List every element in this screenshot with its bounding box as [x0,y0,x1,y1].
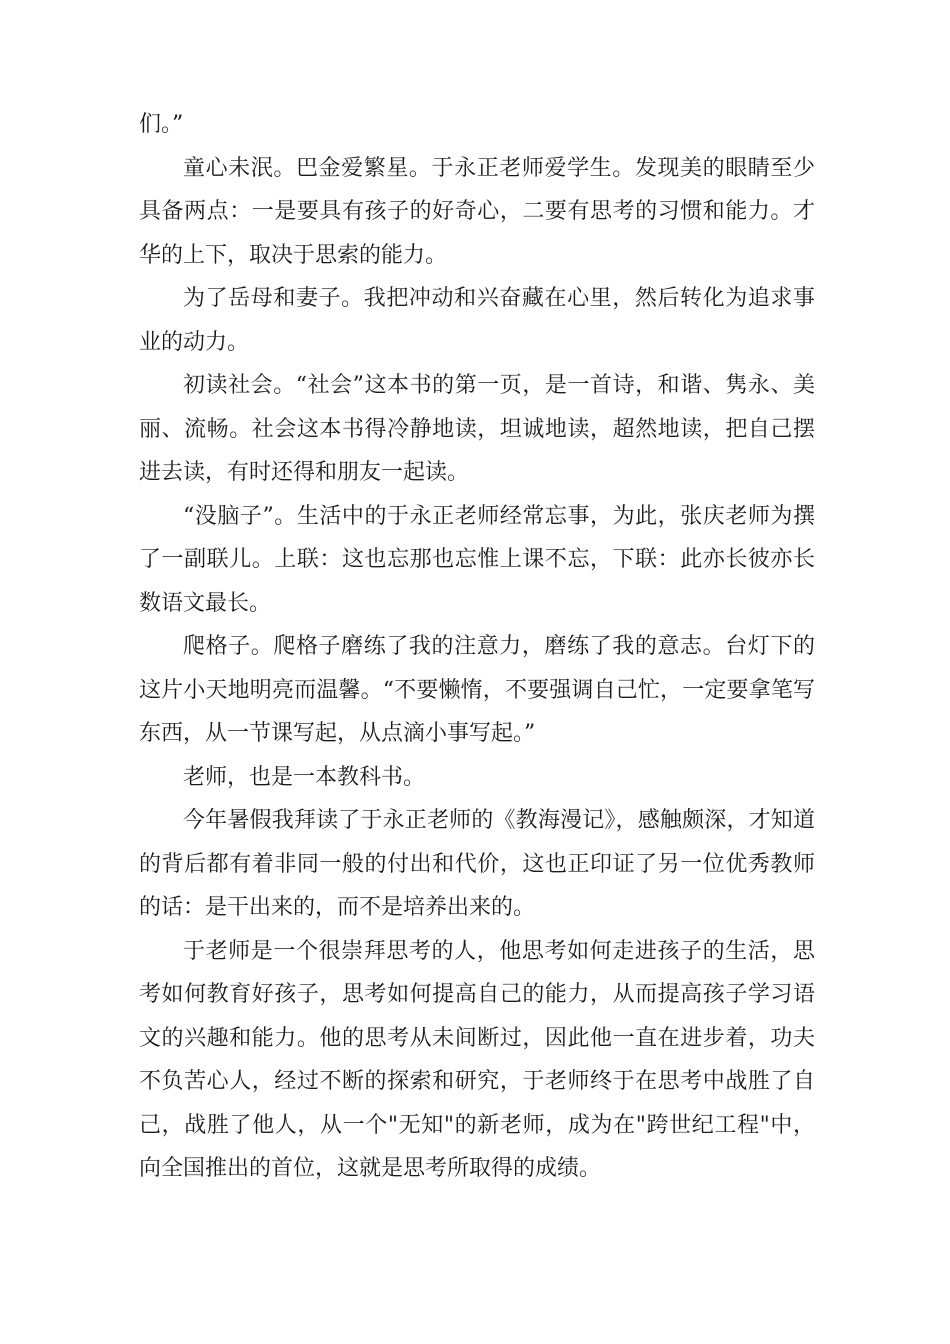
paragraph-writing: 爬格子。爬格子磨练了我的注意力，磨练了我的意志。台灯下的这片小天地明亮而温馨。“不要懒惰，不要强调自己忙，一定要拿笔写东西，从一节课写起，从点滴小事写起。” [139,634,815,746]
paragraph-teacher-textbook: 老师，也是一本教科书。 [183,764,426,790]
paragraph-mother-in-law: 为了岳母和妻子。我把冲动和兴奋藏在心里，然后转化为追求事业的动力。 [139,286,815,355]
paragraph-no-brain: “没脑子”。生活中的于永正老师经常忘事，为此，张庆老师为撰了一副联儿。上联：这也忘那也忘惟上课不忘，下联：此亦长彼亦长数语文最长。 [139,503,815,616]
paragraph-summer-reading: 今年暑假我拜读了于永正老师的《教海漫记》，感触颇深，才知道的背后都有着非同一般的付出和代价，这也正印证了另一位优秀教师的话：是干出来的，而不是培养出来的。 [139,808,815,920]
paragraph-reading-society: 初读社会。“社会”这本书的第一页，是一首诗，和谐、隽永、美丽、流畅。社会这本书得冷静地读，坦诚地读，超然地读，把自己摆进去读，有时还得和朋友一起读。 [139,373,815,485]
paragraph-continuation: 们。” [139,112,184,137]
paragraph-thinking: 于老师是一个很崇拜思考的人，他思考如何走进孩子的生活，思考如何教育好孩子，思考如何提高自己的能力，从而提高孩子学习语文的兴趣和能力。他的思考从未间断过，因此他一直在进步着，功夫不负苦心人，经过不断的探索和研究，于老师终于在思考中战胜了自己，战胜了他人，从一个"无知"的新老师，成为在"跨世纪工程"中，向全国推出的首位，这就是思考所取得的成绩。 [139,938,815,1181]
document-body [139,103,815,1191]
paragraph-childlike-heart: 童心未泯。巴金爱繁星。于永正老师爱学生。发现美的眼睛至少具备两点：一是要具有孩子的好奇心，二要有思考的习惯和能力。才华的上下，取决于思索的能力。 [139,155,815,268]
